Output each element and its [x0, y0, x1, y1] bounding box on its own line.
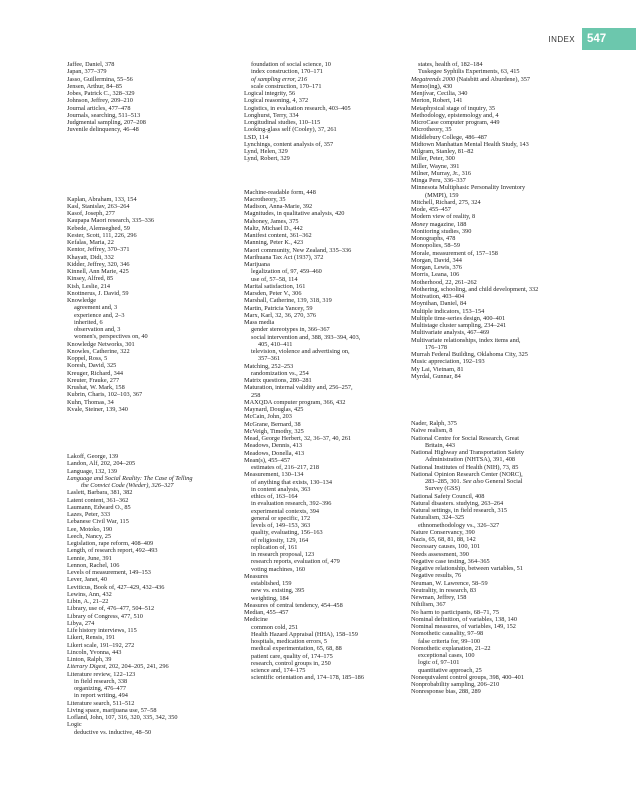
page-header: [549, 28, 636, 50]
index-subentry: quality, evaluating, 156–163: [251, 529, 323, 537]
index-entry: Lofland, John, 107, 316, 320, 335, 342, 350: [67, 714, 178, 721]
index-entry: Juvenile delinquency, 46–48: [67, 126, 139, 134]
index-entry: Knowledge Networks, 301: [67, 340, 135, 348]
index-entry: MAXQDA computer program, 366, 432: [244, 398, 346, 406]
letter-group-gap: [411, 380, 581, 420]
index-subentry: common cold, 251: [251, 623, 299, 631]
index-entry: Measures: [244, 572, 269, 580]
index-entry: LSD, 114: [244, 133, 269, 141]
index-entry: Morgan, David, 344: [411, 256, 462, 264]
index-entry: Maltz, Michael D., 442: [244, 224, 303, 232]
index-subentry: Tuskegee Syphilis Experiments, 63, 415: [418, 68, 520, 76]
index-entry: Lynchings, content analysis of, 357: [244, 140, 334, 148]
index-subentry: Britain, 443: [425, 441, 456, 449]
index-entry: Kreuter, Frauke, 277: [67, 376, 120, 384]
index-entry: Likert scale, 191–192, 272: [67, 641, 135, 649]
index-entry: Natural settings, in field research, 315: [411, 507, 507, 514]
index-subentry: in research proposal, 123: [251, 551, 315, 558]
index-subentry: research reports, evaluation of, 479: [251, 558, 340, 566]
index-entry: Meadows, Dennis, 413: [244, 442, 303, 450]
index-entry: Neutrality, in research, 83: [411, 586, 477, 594]
index-subentry: inherited, 6: [74, 318, 103, 326]
index-entry: Negative relationship, between variables, 51: [411, 565, 523, 572]
index-entry: Kefalas, Maria, 22: [67, 239, 114, 246]
index-entry: Kuhn, Thomas, 34: [67, 398, 114, 406]
index-entry: Japan, 377–379: [67, 68, 107, 76]
index-entry: Martin, Patricia Yancey, 59: [244, 304, 313, 312]
index-entry: Milner, Murray, Jr., 316: [411, 169, 472, 177]
index-entry: Manning, Peter K., 423: [244, 239, 304, 247]
index-entry: Kidder, Jeffrey, 320, 346: [67, 260, 130, 268]
letter-group-gap: [244, 163, 424, 189]
index-entry: Magnitudes, in qualitative analysis, 420: [244, 210, 345, 218]
index-entry: Knowles, Catherine, 322: [67, 347, 130, 355]
index-entry: Lewins, Ann, 432: [67, 590, 112, 598]
index-subentry: the Convict Code (Wieder), 326–327: [81, 482, 174, 489]
index-subentry: logic of, 97–101: [418, 659, 460, 667]
index-entry: Library of Congress, 477, 510: [67, 612, 143, 620]
index-subentry: foundation of social science, 10: [251, 61, 331, 68]
index-subentry: of anything that exists, 130–134: [251, 478, 332, 486]
index-subentry: scale construction, 170–171: [251, 82, 322, 90]
index-entry: Manifest content, 361–362: [244, 232, 312, 239]
index-entry: Megatrends 2000 (Naisbitt and Aburdene), 357: [411, 75, 531, 83]
index-subentry: ethnomethodology vs., 326–327: [418, 521, 500, 529]
index-subentry: Survey (GSS): [425, 485, 461, 493]
index-entry: Natural disasters. studying, 263–264: [411, 499, 504, 507]
index-subentry: of sampling error, 216: [251, 75, 308, 83]
index-subentry: legalization of, 97, 459–460: [251, 268, 322, 276]
index-subentry: weighting, 184: [251, 594, 289, 602]
index-subentry: organizing, 476–477: [74, 685, 127, 692]
index-entry: Maynard, Douglas, 425: [244, 406, 304, 413]
index-entry: Mass media: [244, 319, 275, 326]
index-subentry: observation and, 3: [74, 326, 121, 333]
index-entry: Memo(ing), 430: [411, 82, 453, 90]
index-entry: Landon, Alf, 202, 204–205: [67, 460, 136, 468]
index-subentry: television, violence and advertising on,: [251, 348, 350, 355]
index-entry: Libya, 274: [67, 619, 95, 627]
index-subentry: new vs. existing, 395: [251, 587, 305, 595]
index-subentry: scientific orientation and, 174–178, 185–186: [251, 674, 364, 682]
index-entry: McGrane, Bernard, 38: [244, 420, 301, 428]
index-entry: Miller, Peter, 300: [411, 155, 455, 163]
index-entry: Nader, Ralph, 375: [411, 420, 457, 427]
index-subentry: in report writing, 494: [74, 692, 128, 700]
index-entry: Literature search, 511–512: [67, 699, 135, 707]
index-entry: Needs assessment, 390: [411, 550, 469, 558]
index-entry: Microtheory, 35: [411, 126, 452, 134]
index-entry: Multiple indicators, 153–154: [411, 307, 485, 315]
letter-group-gap: [67, 134, 247, 196]
index-entry: Negative results, 76: [411, 572, 462, 580]
index-subentry: women's, perspectives on, 40: [74, 333, 148, 341]
index-entry: Language, 132, 139: [67, 467, 118, 475]
index-entry: Levels of measurement, 149–153: [67, 569, 151, 576]
index-entry: Measures of central tendency, 454–458: [244, 601, 343, 609]
index-entry: Minnesota Multiphasic Personality Inventory: [411, 184, 526, 192]
index-subentry: voting machines, 160: [251, 565, 306, 573]
index-subentry: medical experimentation, 65, 68, 88: [251, 645, 342, 653]
index-entry: Modern view of reality, 8: [411, 213, 476, 221]
index-subentry: social intervention and, 388, 393–394, 403,: [251, 333, 361, 341]
letter-group-gap: [67, 413, 247, 453]
index-entry: Multivariate analysis, 467–469: [411, 329, 490, 337]
index-column-2: [244, 61, 424, 682]
running-head: INDEX: [548, 34, 575, 44]
index-entry: Merton, Robert, 141: [411, 97, 463, 105]
index-entry: Library, use of, 476–477, 504–512: [67, 605, 155, 613]
index-entry: Koppel, Ross, 5: [67, 355, 108, 362]
index-entry: Maturation, internal validity and, 256–257,: [244, 384, 353, 392]
index-entry: Menjívar, Cecilia, 340: [411, 90, 468, 97]
index-entry: Latent content, 361–362: [67, 496, 129, 504]
index-subentry: ethics of, 163–164: [251, 493, 298, 500]
index-entry: Logical reasoning, 4, 372: [244, 97, 309, 105]
index-column-3: [411, 61, 581, 696]
index-entry: Literary Digest, 202, 204–205, 241, 296: [67, 663, 169, 671]
index-column-1: [67, 61, 247, 736]
index-subentry: replication of, 161: [251, 543, 298, 551]
index-subentry: index construction, 170–171: [251, 68, 323, 76]
index-entry: Mahoney, James, 375: [244, 217, 299, 225]
index-entry: Mode, 455–457: [411, 206, 451, 213]
index-entry: Kvale, Steiner, 139, 340: [67, 405, 128, 413]
index-subentry: experimental contexts, 394: [251, 507, 320, 515]
index-entry: McCain, John, 203: [244, 413, 292, 421]
index-subentry: (MMPI), 159: [425, 191, 459, 199]
index-entry: Lynd, Helen, 329: [244, 148, 288, 155]
index-entry: Motivation, 403–404: [411, 293, 465, 300]
index-entry: Midtown Manhattan Mental Health Study, 143: [411, 140, 529, 148]
index-entry: Linton, Ralph, 39: [67, 656, 112, 663]
index-subentry: states, health of, 182–184: [418, 61, 483, 68]
index-subentry: research, control groups in, 250: [251, 659, 331, 667]
index-entry: Jensen, Arthur, 84–85: [67, 82, 123, 90]
index-entry: Marsden, Peter V., 306: [244, 290, 302, 297]
index-entry: Lennie, June, 391: [67, 554, 112, 562]
index-subentry: 283–285, 301. See also General Social: [425, 478, 523, 485]
index-entry: Longitudinal studies, 110–115: [244, 119, 321, 126]
index-entry: Jaffee, Daniel, 378: [67, 61, 115, 68]
index-entry: Judgmental sampling, 207–208: [67, 119, 146, 126]
index-entry: Motherhood, 22, 261–262: [411, 278, 477, 286]
index-entry: Nomothetic causality, 97–98: [411, 630, 484, 638]
index-entry: Journals, searching, 511–513: [67, 111, 141, 119]
index-entry: Length, of research report, 492–493: [67, 547, 158, 555]
index-subentry: of religiosity, 129, 164: [251, 536, 309, 544]
index-entry: Lennon, Rachel, 106: [67, 561, 120, 569]
index-entry: Minga Peru, 336–337: [411, 177, 466, 184]
index-entry: Living space, marijuana use, 57–58: [67, 706, 157, 714]
index-entry: Knottnerus, J. David, 59: [67, 289, 129, 297]
index-entry: Laslett, Barbara, 381, 382: [67, 489, 133, 497]
index-entry: Looking-glass self (Cooley), 37, 261: [244, 126, 337, 134]
index-entry: Neuman, W. Lawrence, 58–59: [411, 579, 488, 587]
index-entry: Monographs, 478: [411, 235, 456, 242]
index-entry: Kreuger, Richard, 344: [67, 369, 124, 377]
index-subentry: in evaluation research, 392–396: [251, 500, 332, 508]
index-entry: Measurement, 130–134: [244, 471, 304, 479]
index-entry: Madison, Anna-Marie, 392: [244, 203, 313, 210]
index-entry: Nonresponse bias, 288, 289: [411, 688, 481, 696]
index-entry: Naturalism, 324–325: [411, 514, 465, 522]
index-entry: Multiple time-series design, 400–401: [411, 314, 506, 322]
index-entry: Marx, Karl, 32, 36, 270, 376: [244, 311, 317, 319]
index-entry: Meadows, Donella, 413: [244, 449, 305, 457]
index-entry: No harm to participants, 68–71, 75: [411, 608, 499, 616]
index-entry: Kubrin, Charis, 102–103, 367: [67, 391, 143, 399]
index-entry: Lee, Motoko, 190: [67, 525, 113, 533]
index-entry: Multistage cluster sampling, 234–241: [411, 322, 507, 329]
index-entry: Lebanese Civil War, 115: [67, 518, 129, 526]
index-subentry: false criteria for, 99–100: [418, 637, 480, 645]
index-entry: Mead, George Herbert, 32, 36–37, 40, 261: [244, 435, 352, 442]
index-entry: Median, 455–457: [244, 609, 289, 616]
index-subentry: randomization vs., 254: [251, 369, 309, 377]
index-entry: Lazes, Peter, 333: [67, 511, 111, 518]
index-entry: Monopolies, 58–59: [411, 242, 460, 250]
index-subentry: hospitals, medication errors, 5: [251, 638, 328, 645]
index-entry: Kaplan, Abraham, 133, 154: [67, 195, 137, 203]
index-subentry: agreement and, 3: [74, 304, 118, 312]
index-entry: Morale, measurement of, 157–158: [411, 249, 498, 257]
index-subentry: use of, 57–58, 114: [251, 275, 298, 283]
index-entry: Nominal definition, of variables, 138, 140: [411, 615, 517, 623]
index-entry: Myrdal, Gunnar, 84: [411, 372, 461, 380]
index-subentry: science and, 174–175: [251, 667, 306, 674]
index-entry: Kester, Scott, 111, 226, 296: [67, 231, 137, 239]
index-entry: Journal articles, 477–478: [67, 104, 131, 112]
index-entry: Nominal measures, of variables, 149, 152: [411, 623, 516, 630]
page-number-badge: 547: [582, 28, 636, 50]
index-subentry: patient care, quality of, 174–175: [251, 652, 333, 660]
index-entry: Money magazine, 188: [411, 220, 467, 228]
index-entry: Metaphysical stage of inquiry, 35: [411, 104, 496, 112]
index-entry: Kasl, Stanislav, 263–264: [67, 202, 130, 210]
index-entry: Kebede, Alemseghed, 59: [67, 224, 130, 232]
index-entry: Milgram, Stanley, 81–82: [411, 148, 474, 155]
index-entry: Nature Conservancy, 390: [411, 528, 475, 536]
index-entry: Middlebury College, 486–487: [411, 133, 488, 141]
index-subentry: in content analysis, 363: [251, 485, 311, 493]
index-entry: Methodology, epistemology and, 4: [411, 111, 499, 119]
index-entry: Kinsey, Alfred, 85: [67, 275, 114, 283]
index-entry: Kasof, Joseph, 277: [67, 210, 115, 217]
index-entry: Monitoring studies, 390: [411, 227, 472, 235]
index-subentry: quantitative approach, 25: [418, 666, 482, 674]
index-entry: Morris, Leana, 106: [411, 271, 460, 279]
index-entry: Moynihan, Daniel, 84: [411, 300, 467, 308]
index-subentry: experience and, 2–3: [74, 311, 125, 319]
index-entry: Mean(s), 455–457: [244, 456, 291, 464]
index-entry: Morgan, Lewis, 376: [411, 264, 462, 271]
index-entry: Logic: [67, 721, 82, 729]
index-entry: National Institutes of Health (NIH), 73, 85: [411, 463, 519, 471]
index-entry: Machine-readable form, 448: [244, 188, 316, 196]
index-entry: Legislation, rape reform, 408–409: [67, 540, 154, 547]
index-entry: Leviticus, Book of, 427–429, 432–436: [67, 583, 165, 591]
index-entry: Johnson, Jeffrey, 209–210: [67, 97, 133, 105]
index-subentry: Administration (NHTSA), 391, 408: [425, 456, 516, 464]
index-entry: MicroCase computer program, 449: [411, 119, 500, 126]
index-entry: Multivariate relationships, index items and,: [411, 336, 521, 344]
index-entry: Libin, A., 21–22: [67, 598, 109, 605]
index-entry: National Centre for Social Research, Great: [411, 434, 520, 442]
index-entry: Maori community, New Zealand, 335–336: [244, 246, 352, 254]
index-entry: Marshall, Catherine, 139, 318, 319: [244, 297, 332, 305]
index-entry: Necessary causes, 100, 101: [411, 543, 481, 551]
index-entry: Naïve realism, 8: [411, 427, 453, 435]
index-subentry: exceptional cases, 100: [418, 652, 475, 659]
index-entry: Kinnell, Ann Marie, 425: [67, 268, 129, 275]
index-entry: Language and Social Reality: The Case of Telling: [67, 474, 193, 482]
index-subentry: estimates of, 216–217, 218: [251, 464, 320, 471]
index-entry: Jobes, Patrick C., 328–329: [67, 90, 135, 97]
index-subentry: gender stereotypes in, 366–367: [251, 326, 330, 334]
index-entry: Miller, Wayne, 391: [411, 162, 460, 170]
index-entry: Nomothetic explanation, 21–22: [411, 644, 491, 652]
index-entry: Nonequivalent control groups, 398, 400–401: [411, 673, 524, 681]
index-entry: Macrotheory, 35: [244, 195, 286, 203]
index-entry: Literature review, 122–123: [67, 670, 136, 678]
index-entry: Music appreciation, 192–193: [411, 358, 485, 366]
index-entry: Matching, 252–253: [244, 362, 294, 370]
index-entry: Knowledge: [67, 297, 97, 304]
index-entry: Medicine: [244, 616, 268, 624]
index-entry: Leech, Nancy, 25: [67, 532, 111, 540]
index-subentry: 258: [251, 391, 261, 399]
index-entry: Mitchell, Richard, 275, 324: [411, 198, 481, 206]
index-entry: Newman, Jeffrey, 158: [411, 594, 467, 601]
index-entry: My Lai, Vietnam, 81: [411, 365, 464, 373]
index-entry: Nonprobability sampling, 206–210: [411, 681, 500, 688]
index-entry: McVeigh, Timothy, 325: [244, 427, 304, 435]
index-subentry: 405, 410–411: [258, 340, 293, 348]
index-entry: Jasso, Guillermina, 55–56: [67, 75, 133, 83]
index-entry: Lever, Janet, 40: [67, 576, 107, 584]
index-entry: National Highway and Transportation Safety: [411, 449, 524, 456]
index-subentry: general or specific, 172: [251, 514, 311, 522]
index-entry: Kaupapa Maori research, 335–336: [67, 217, 155, 225]
index-entry: Mothering, schooling, and child development, 332: [411, 285, 539, 293]
index-entry: Laumann, Edward O., 85: [67, 503, 131, 511]
index-entry: Koresh, David, 325: [67, 362, 117, 370]
index-entry: Krushat, W. Mark, 158: [67, 384, 125, 391]
index-entry: Negative case testing, 364–365: [411, 557, 490, 565]
index-entry: Khayatt, Didi, 332: [67, 253, 114, 261]
index-subentry: Health Hazard Appraisal (HHA), 158–159: [251, 630, 358, 638]
index-subentry: established, 159: [251, 580, 292, 587]
index-entry: Lakoff, George, 139: [67, 453, 119, 460]
index-entry: Logistics, in evaluation research, 403–405: [244, 104, 351, 112]
index-subentry: 357–361: [258, 355, 281, 363]
index-subentry: 176–178: [425, 343, 448, 351]
index-entry: Kentor, Jeffrey, 370–371: [67, 246, 130, 254]
index-entry: Nazis, 65, 68, 81, 88, 142: [411, 536, 476, 543]
index-entry: National Safety Council, 408: [411, 492, 485, 500]
index-entry: Likert, Rensis, 191: [67, 634, 115, 642]
index-subentry: levels of, 149–153, 363: [251, 522, 311, 529]
index-entry: Murrah Federal Building, Oklahoma City, 325: [411, 351, 528, 358]
index-entry: Matrix questions, 280–281: [244, 377, 312, 384]
index-entry: Marital satisfaction, 161: [244, 282, 306, 290]
index-subentry: in field research, 338: [74, 677, 128, 685]
index-entry: Lynd, Robert, 329: [244, 155, 290, 163]
index-entry: Longhurst, Terry, 334: [244, 111, 299, 119]
index-entry: Lincoln, Yvonna, 443: [67, 648, 122, 656]
index-entry: Marihuana Tax Act (1937), 372: [244, 253, 324, 261]
index-subentry: deductive vs. inductive, 48–50: [74, 728, 152, 736]
index-entry: Life history interviews, 115: [67, 627, 137, 634]
index-entry: Kish, Leslie, 214: [67, 282, 111, 290]
index-entry: Marijuana: [244, 261, 270, 268]
index-entry: Logical integrity, 56: [244, 90, 296, 97]
index-entry: National Opinion Research Center (NORC),: [411, 470, 523, 478]
index-entry: Nihilism, 367: [411, 601, 446, 609]
